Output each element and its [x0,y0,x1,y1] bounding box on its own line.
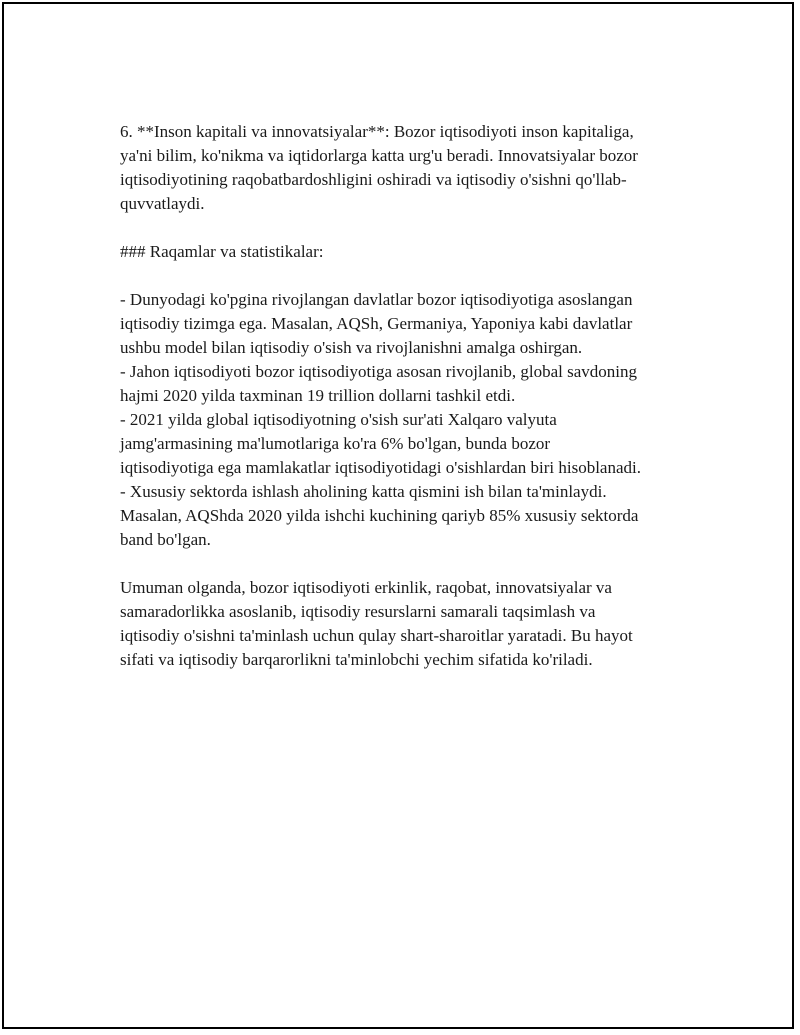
text-line: iqtisodiy o'sishni ta'minlash uchun qulay shart-sharoitlar yaratadi. Bu hayot [120,626,633,645]
list-line: hajmi 2020 yilda taxminan 19 trillion dollarni tashkil etdi. [120,386,516,405]
text-line: 6. **Inson kapitali va innovatsiyalar**: Bozor iqtisodiyoti inson kapitaliga, [120,122,634,141]
document-body [120,120,690,696]
list-line: ushbu model bilan iqtisodiy o'sish va rivojlanishni amalga oshirgan. [120,338,583,357]
list-line: iqtisodiy tizimga ega. Masalan, AQSh, Germaniya, Yaponiya kabi davlatlar [120,314,633,333]
list-line: - 2021 yilda global iqtisodiyotning o'sish sur'ati Xalqaro valyuta [120,410,557,429]
list-line: iqtisodiyotiga ega mamlakatlar iqtisodiyotidagi o'sishlardan biri hisoblanadi. [120,458,641,477]
list-line: jamg'armasining ma'lumotlariga ko'ra 6% bo'lgan, bunda bozor [120,434,551,453]
text-line: ya'ni bilim, ko'nikma va iqtidorlarga katta urg'u beradi. Innovatsiyalar bozor [120,146,638,165]
text-line: iqtisodiyotining raqobatbardoshligini oshiradi va iqtisodiy o'sishni qo'llab- [120,170,627,189]
stats-list [120,288,690,552]
text-line: sifati va iqtisodiy barqarorlikni ta'minlobchi yechim sifatida ko'riladi. [120,650,593,669]
conclusion-paragraph [120,576,690,672]
text-line: samaradorlikka asoslanib, iqtisodiy resurslarni samarali taqsimlash va [120,602,596,621]
heading-text: ### Raqamlar va statistikalar: [120,242,324,261]
list-line: - Xususiy sektorda ishlash aholining katta qismini ish bilan ta'minlaydi. [120,482,607,501]
list-line: band bo'lgan. [120,530,211,549]
list-line: Masalan, AQShda 2020 yilda ishchi kuchining qariyb 85% xususiy sektorda [120,506,639,525]
section-innovation-paragraph [120,120,690,216]
list-line: - Dunyodagi ko'pgina rivojlangan davlatlar bozor iqtisodiyotiga asoslangan [120,290,633,309]
list-line: - Jahon iqtisodiyoti bozor iqtisodiyotiga asosan rivojlanib, global savdoning [120,362,638,381]
document-page [2,2,794,1029]
text-line: quvvatlaydi. [120,194,205,213]
text-line: Umuman olganda, bozor iqtisodiyoti erkinlik, raqobat, innovatsiyalar va [120,578,612,597]
stats-heading [120,240,690,264]
